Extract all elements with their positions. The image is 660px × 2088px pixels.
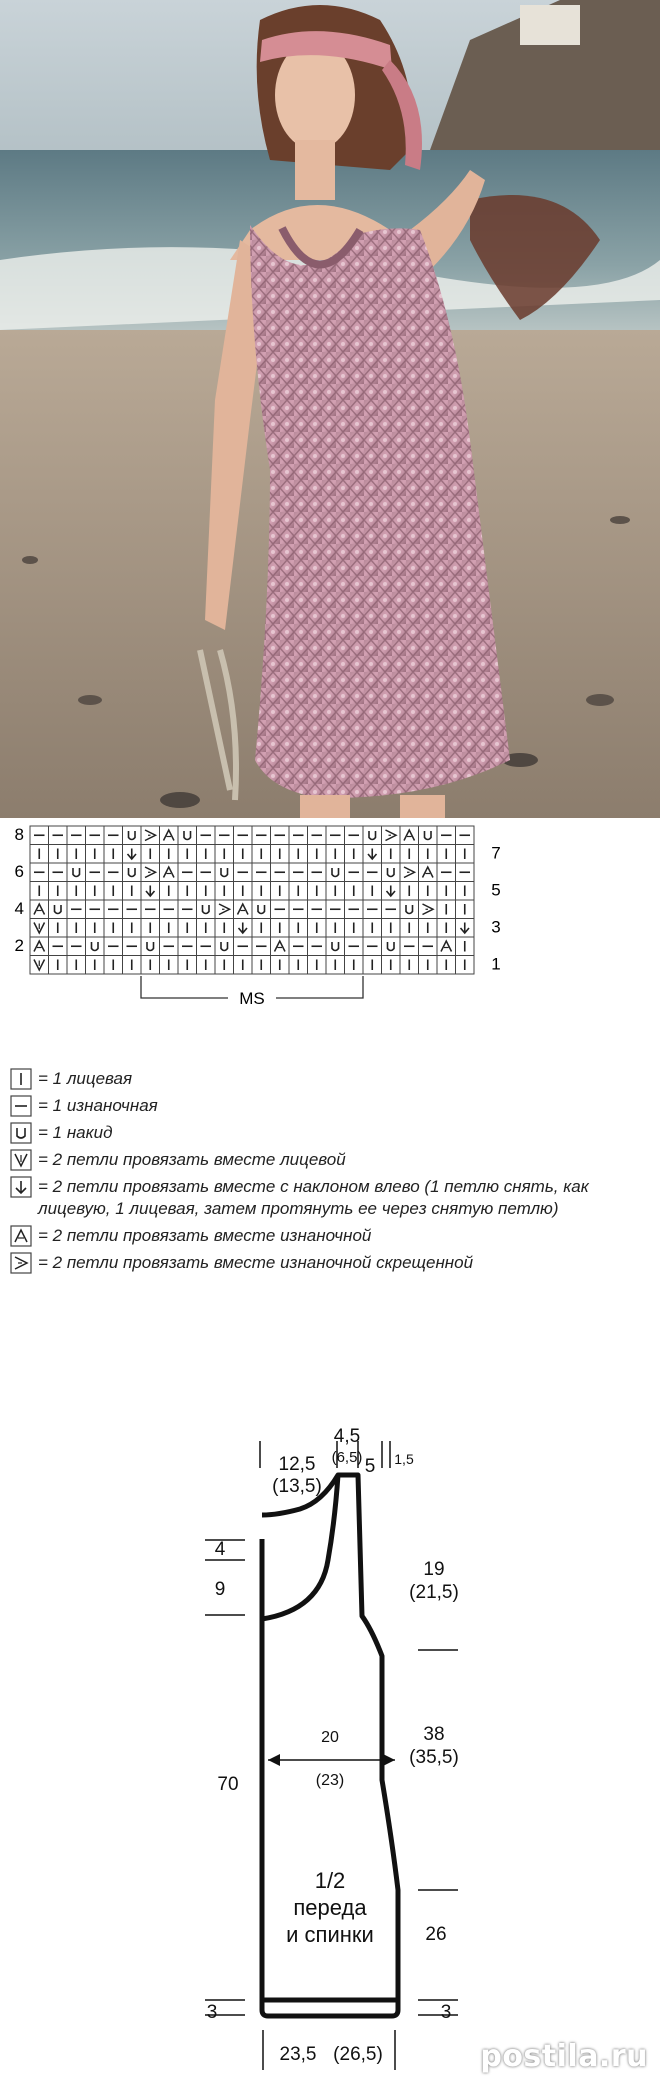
dim-right-26: 26 [425,1924,447,1945]
legend-text: = 2 петли провязать вместе с наклоном влево (1 петлю снять, как лицевую, 1 лицевая, затем протянуть ее через снятую петлю) [38,1177,589,1218]
legend-text: = 1 накид [38,1123,113,1142]
row-label-left: 2 [14,935,24,955]
row-label-left: 6 [14,861,24,881]
chart-row [30,900,474,919]
dim-bottom: 23,5 [279,2044,317,2065]
dim-left-9: 9 [214,1579,226,1600]
dim-1-5: 1,5 [394,1451,414,1467]
dim-4-5: 4,5 [333,1426,361,1447]
p2tog-icon [10,1225,32,1247]
ssk-icon [10,1176,32,1198]
legend-text: = 1 лицевая [38,1069,133,1088]
row-label-left: 8 [14,824,24,844]
p2togtbl-icon [10,1252,32,1274]
legend-item-p2togtbl [10,1252,650,1274]
row-label-right: 1 [491,954,501,974]
dim-12-5: 12,5 [278,1454,316,1475]
k2tog-icon [10,1149,32,1171]
dim-right-38: 38 [423,1724,445,1745]
dim-width-20: 20 [321,1729,339,1746]
row-label-left: 4 [14,898,24,918]
purl-icon [10,1095,32,1117]
caption-and-back: и спинки [286,1922,374,1947]
dim-6-5: (6,5) [331,1449,363,1466]
legend-text: = 2 петли провязать вместе изнаночной [38,1226,372,1245]
caption-fraction: 1/2 [314,1868,346,1893]
legend-item-k2tog [10,1149,650,1171]
legend-text: = 2 петли провязать вместе лицевой [38,1150,346,1169]
dim-bottom-alt: (26,5) [333,2044,383,2065]
dim-5: 5 [364,1456,376,1477]
dim-left-70: 70 [217,1774,239,1795]
chart-row [30,863,474,882]
dim-right-21-5: (21,5) [409,1582,459,1603]
chart-row [30,937,474,956]
chart-row [30,826,474,845]
chart-row [30,919,474,938]
dim-left-4: 4 [214,1539,226,1560]
ms-label: MS [239,989,265,1008]
chart-row [30,956,474,975]
dim-right-19: 19 [423,1559,445,1580]
legend-item-yo [10,1122,650,1144]
legend-item-ssk [10,1176,650,1220]
legend-item-purl [10,1095,650,1117]
garment-schematic [0,1420,660,2088]
knitting-chart [0,818,660,1048]
dim-left-3: 3 [206,2002,218,2023]
row-label-right: 3 [491,917,501,937]
legend-text: = 2 петли провязать вместе изнаночной скрещенной [38,1253,474,1272]
yo-icon [10,1122,32,1144]
legend-text: = 1 изнаночная [38,1096,158,1115]
legend-item-p2tog [10,1225,650,1247]
knit-icon [10,1068,32,1090]
model-photo [0,0,660,818]
dim-13-5: (13,5) [272,1476,322,1497]
row-label-right: 5 [491,880,501,900]
dim-width-23: (23) [315,1772,345,1789]
legend-item-knit [10,1068,650,1090]
watermark: postila.ru [480,2039,648,2074]
row-label-right: 7 [491,843,501,863]
caption-front: переда [293,1895,367,1920]
dim-right-35-5: (35,5) [409,1747,459,1768]
chart-row [30,882,474,901]
symbol-legend [10,1068,650,1279]
chart-row [30,845,474,864]
dim-right-3: 3 [440,2002,452,2023]
